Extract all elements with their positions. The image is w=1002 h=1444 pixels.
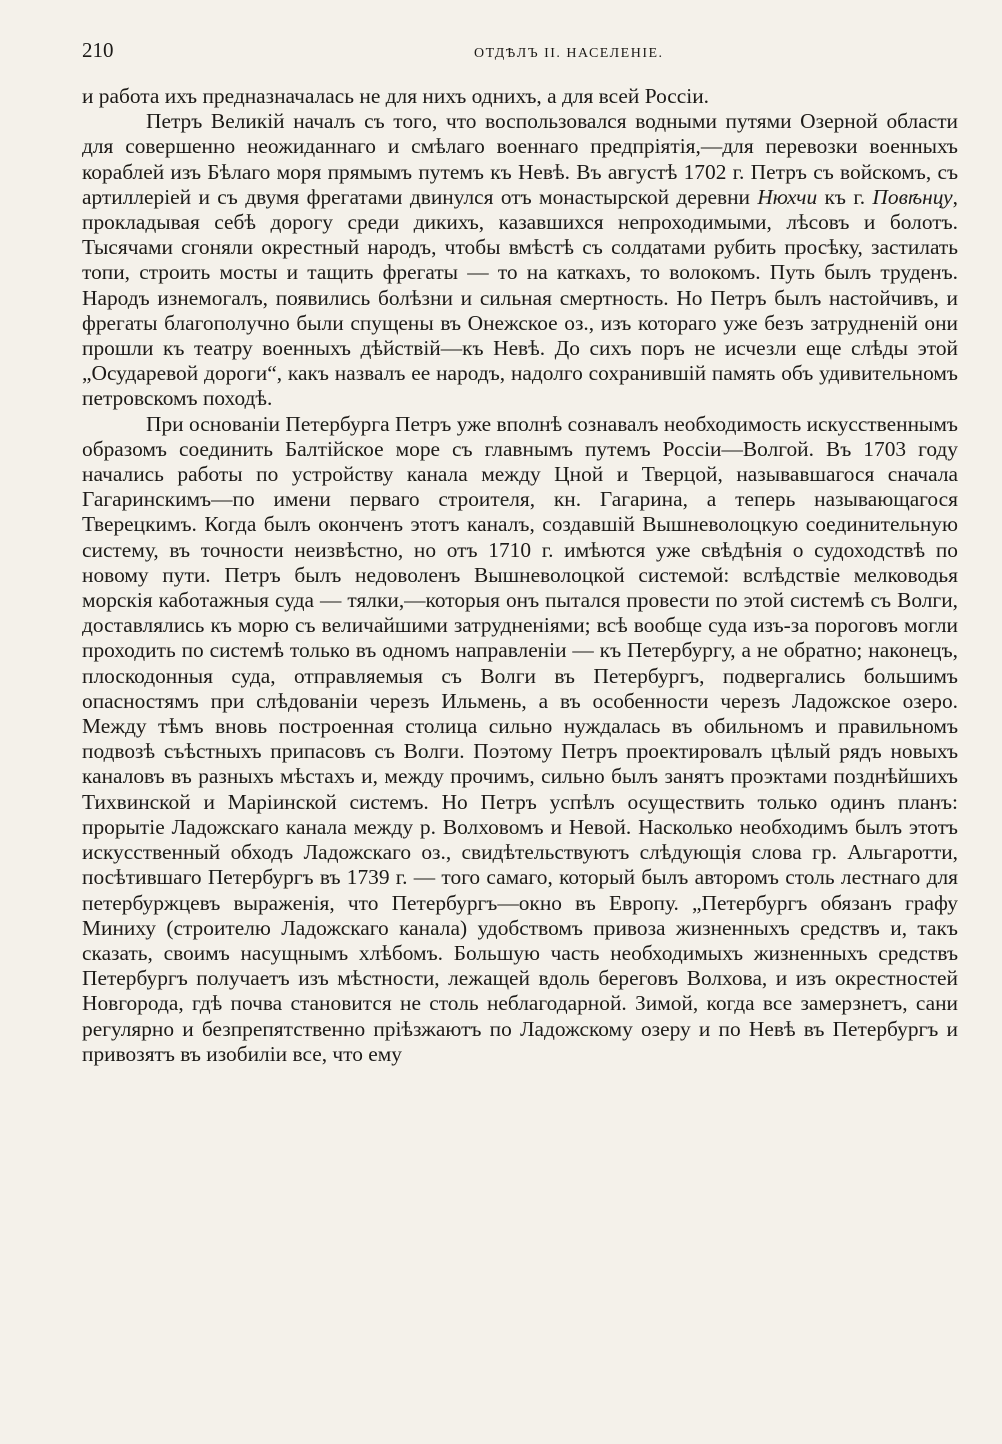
place-name-nyukhcha: Нюхчи (757, 184, 818, 209)
page-header (82, 38, 958, 72)
page-body (82, 84, 958, 1067)
place-name-povenets: Повѣнцу (872, 184, 953, 209)
paragraph-continued: и работа ихъ предназначалась не для нихъ однихъ, а для всей Россіи. (82, 84, 710, 108)
paragraph-text-segment: къ г. (817, 184, 873, 209)
paragraph-text-segment: , прокладывая себѣ дорогу среди дикихъ, казавшихся непроходимыми, лѣсовъ и болотъ. Тысячами сгоняли окрестный народъ, чтобы вмѣстѣ съ солдатами рубить просѣку, застилать топи, строить мосты и тащить фрегаты — то на каткахъ, то волокомъ. Путь былъ труденъ. Народъ изнемогалъ, появились болѣзни и сильная смертность. Но Петръ былъ настойчивъ, и фрегаты благополучно были спущены въ Онежское оз., изъ котораго уже безъ затрудненій они прошли къ театру военныхъ дѣйствій—къ Невѣ. До сихъ поръ не исчезли еще слѣды этой „Осударевой дороги“, какъ назвалъ ее народъ, надолго сохранившій память объ удивительномъ петровскомъ походѣ. (82, 184, 958, 411)
page-number: 210 (82, 38, 114, 62)
paragraph-peter-expedition (82, 109, 958, 411)
running-title: ОТДѢЛЪ II. НАСЕЛЕНІЕ. (474, 46, 664, 61)
paragraph-text-segment: Петръ Великій началъ съ того, что воспользовался водными путями Озерной области для совершенно неожиданнаго и смѣлаго военнаго предпріятія,—для перевозки военныхъ кораблей изъ Бѣлаго моря прямымъ путемъ къ Невѣ. Въ августѣ 1702 г. Петръ съ войскомъ, съ артиллеріей и съ двумя фрегатами двинулся отъ монастырской деревни (82, 109, 958, 209)
paragraph-canals: При основаніи Петербурга Петръ уже вполнѣ сознавалъ необходимость искусственнымъ образомъ соединить Балтійское море съ главнымъ путемъ Россіи—Волгой. Въ 1703 году начались работы по устройству канала между Цной и Тверцой, называвшагося сначала Гагаринскимъ—по имени перваго строителя, кн. Гагарина, а теперь называющагося Тверецкимъ. Когда былъ оконченъ этотъ каналъ, создавшій Вышневолоцкую соединительную систему, въ точности неизвѣстно, но отъ 1710 г. имѣются уже свѣдѣнія о судоходствѣ по новому пути. Петръ былъ недоволенъ Вышневолоцкой системой: вслѣдствіе мелководья морскія каботажныя суда — тялки,—которыя онъ пытался провести по этой системѣ съ Волги, доставлялись къ морю съ величайшими затрудненіями; всѣ вообще суда изъ-за пороговъ могли проходить по системѣ только въ одномъ направленіи — къ Петербургу, а не обратно; наконецъ, плоскодонныя суда, отправляемыя съ Волги въ Петербургъ, подвергались большимъ опасностямъ при слѣдованіи черезъ Ильмень, а въ особенности черезъ Ладожское озеро. Между тѣмъ вновь построенная столица сильно нуждалась въ обильномъ и правильномъ подвозѣ съѣстныхъ припасовъ съ Волги. Поэтому Петръ проектировалъ цѣлый рядъ новыхъ каналовъ въ разныхъ мѣстахъ и, между прочимъ, сильно былъ занятъ проэктами позднѣйшихъ Тихвинской и Маріинской системъ. Но Петръ успѣлъ осуществить только одинъ планъ: прорытіе Ладожскаго канала между р. Волховомъ и Невой. Насколько необходимъ былъ этотъ искусственный обходъ Ладожскаго оз., свидѣтельствуютъ слѣдующія слова гр. Альгаротти, посѣтившаго Петербургъ въ 1739 г. — того самаго, который былъ авторомъ столь лестнаго для петербуржцевъ выраженія, что Петербургъ—окно въ Европу. „Петербургъ обязанъ графу Миниху (строителю Ладожскаго канала) удобствомъ привоза жизненныхъ средствъ и, такъ сказать, своимъ насущнымъ хлѣбомъ. Большую часть необходимыхъ жизненныхъ средствъ Петербургъ получаетъ изъ мѣстности, лежащей вдоль береговъ Волхова, и изъ окрестностей Новгорода, гдѣ почва становится не столь неблагодарной. Зимой, когда все замерзнетъ, сани регулярно и безпрепятственно пріѣзжаютъ по Ладожскому озеру и по Невѣ въ Петербургъ и привозятъ въ изобиліи все, что ему (82, 411, 958, 1066)
